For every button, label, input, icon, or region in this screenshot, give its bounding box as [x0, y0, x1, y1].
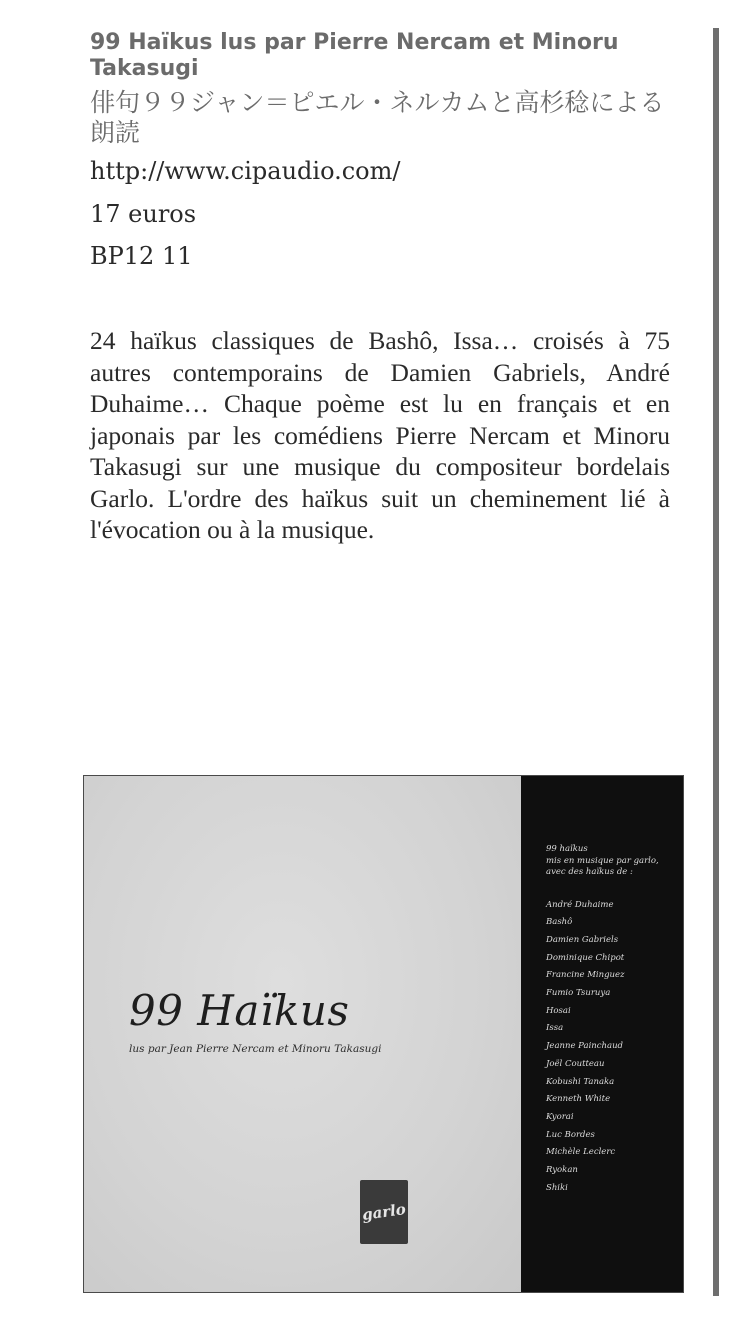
japanese-title: 俳句９９ジャン＝ピエル・ネルカムと高杉稔による朗読 [90, 88, 665, 147]
price: 17 euros [90, 200, 197, 228]
logo-text: garlo [361, 1200, 407, 1224]
cover-author-list [546, 897, 678, 1198]
cover-author-name: Kenneth White [546, 1094, 611, 1105]
garlo-logo [360, 1180, 408, 1244]
website-link[interactable]: http://www.cipaudio.com/ [90, 157, 401, 185]
cover-paper-panel [84, 776, 521, 1292]
vertical-divider [713, 28, 719, 1296]
cover-side-text [546, 844, 678, 1197]
cover-author-name: Luc Bordes [546, 1129, 595, 1140]
cover-author-name: Issa [546, 1023, 564, 1034]
cover-author-name: Ryokan [546, 1165, 578, 1176]
cover-intro-line: 99 haïkus [546, 844, 588, 854]
cover-author-name: Kobushi Tanaka [546, 1076, 615, 1087]
cover-author-name: Shiki [546, 1182, 568, 1193]
cover-author-name: Michèle Leclerc [546, 1147, 616, 1158]
cover-subtitle: lus par Jean Pierre Nercam et Minoru Takasugi [129, 1043, 382, 1055]
cover-side-intro [546, 844, 678, 879]
reference-code: BP12 11 [90, 242, 193, 270]
cover-author-name: André Duhaime [546, 899, 614, 910]
cover-author-name: Bashô [546, 917, 573, 928]
cover-author-name: Francine Minguez [546, 970, 625, 981]
cover-heading: 99 Haïkus [129, 986, 350, 1035]
cover-author-name: Hosai [546, 1005, 571, 1016]
album-cover-image [83, 775, 684, 1293]
cover-intro-line: mis en musique par garlo, [546, 855, 659, 866]
cover-author-name: Damien Gabriels [546, 934, 619, 945]
article-description: 24 haïkus classiques de Bashô, Issa… croisés à 75 autres contemporains de Damien Gabriels, André Duhaime… Chaque poème est lu en français et en japonais par les comédiens Pierre Nercam et Minoru Takasugi sur une musique du compositeur bordelais Garlo. L'ordre des haïkus suit un cheminement lié à l'évocation ou à la musique. [90, 326, 670, 544]
cover-author-name: Jeanne Painchaud [546, 1041, 624, 1052]
cover-author-name: Fumio Tsuruya [546, 988, 611, 999]
cover-author-name: Kyorai [546, 1111, 574, 1122]
article-title: 99 Haïkus lus par Pierre Nercam et Minoru Takasugi [90, 30, 619, 81]
cover-author-name: Joël Coutteau [546, 1058, 605, 1069]
cover-intro-line: avec des haïkus de : [546, 867, 633, 877]
cover-author-name: Dominique Chipot [546, 952, 625, 963]
